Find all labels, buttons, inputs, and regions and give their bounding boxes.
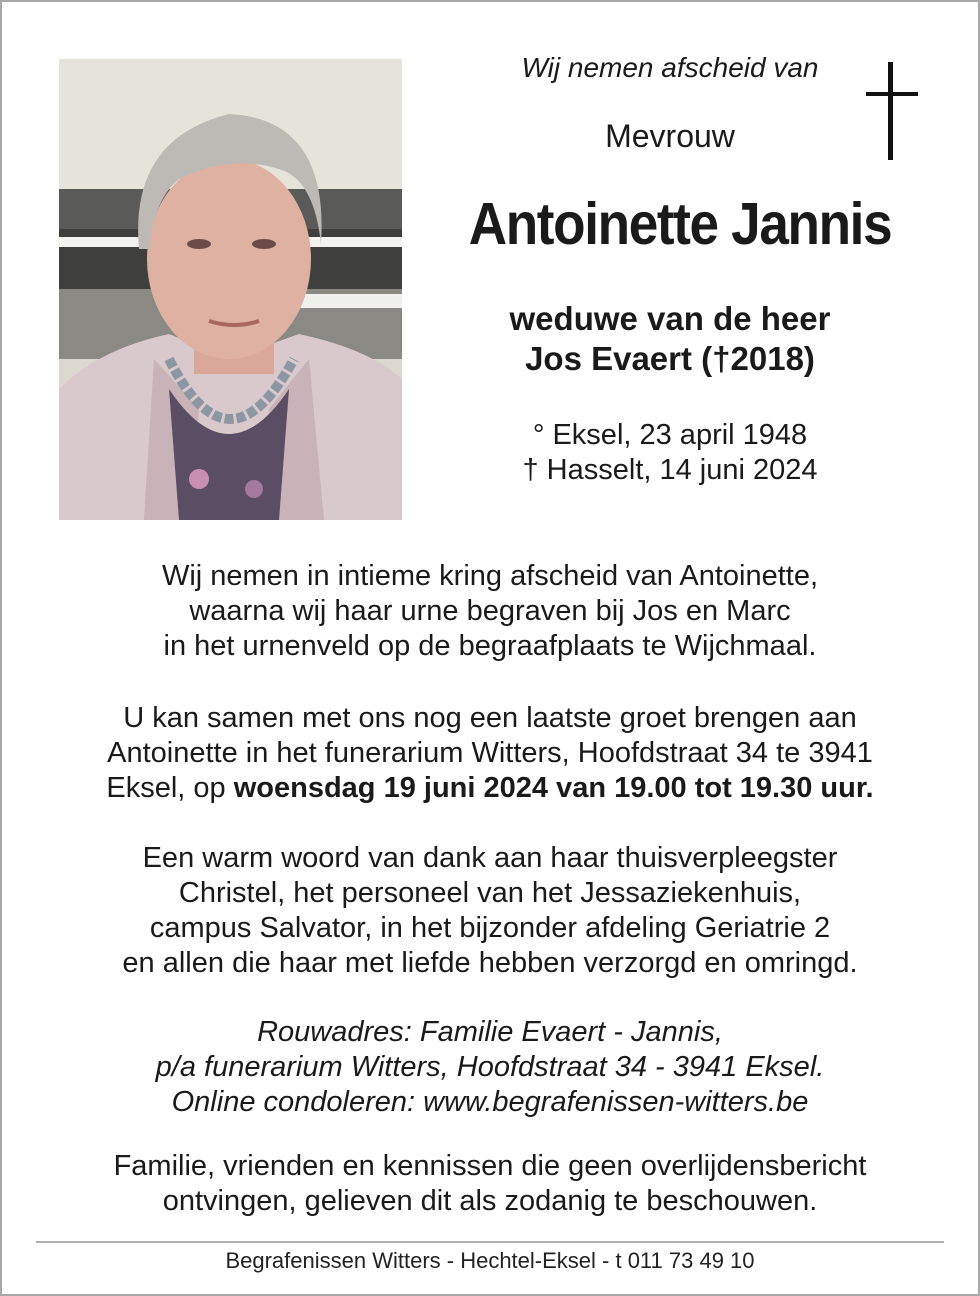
footer-text: Begrafenissen Witters - Hechtel-Eksel - t 011 73 49 10 <box>225 1248 755 1273</box>
death-date: † Hasselt, 14 juni 2024 <box>522 454 818 486</box>
text-line <box>40 771 940 806</box>
condolence-link[interactable]: Online condoleren: www.begrafenissen-witters.be <box>171 1086 809 1118</box>
paragraph-visitation <box>40 701 940 806</box>
text-line: Familie, vrienden en kennissen die geen overlijdensbericht <box>113 1150 867 1182</box>
text-line: ontvingen, gelieven dit als zodanig te beschouwen. <box>162 1185 818 1217</box>
text-line: Een warm woord van dank aan haar thuisverpleegster <box>142 842 838 874</box>
text-line: p/a funerarium Witters, Hoofdstraat 34 - 3941 Eksel. <box>155 1051 825 1083</box>
text-line: in het urnenveld op de begraafplaats te Wijchmaal. <box>163 630 817 662</box>
paragraph-notice <box>40 1149 940 1219</box>
paragraph-thanks <box>40 841 940 981</box>
visitation-prefix: Eksel, op <box>106 772 234 804</box>
text-line: waarna wij haar urne begraven bij Jos en Marc <box>189 595 791 627</box>
text-line: Antoinette in het funerarium Witters, Hoofdstraat 34 te 3941 <box>107 737 873 769</box>
portrait-photo <box>59 59 402 520</box>
spouse-line-1: weduwe van de heer <box>509 300 831 337</box>
text-line: en allen die haar met liefde hebben verzorgd en omringd. <box>122 947 858 979</box>
deceased-name: Antoinette Jannis <box>468 191 892 257</box>
text-line: Christel, het personeel van het Jessaziekenhuis, <box>178 877 802 909</box>
paragraph-address <box>40 1015 940 1120</box>
text-line: Rouwadres: Familie Evaert - Jannis, <box>257 1016 723 1048</box>
dates <box>410 418 930 488</box>
text-line: Wij nemen in intieme kring afscheid van Antoinette, <box>161 560 819 592</box>
visitation-time: woensdag 19 juni 2024 van 19.00 tot 19.30 uur. <box>233 772 874 804</box>
text-line: campus Salvator, in het bijzonder afdeling Geriatrie 2 <box>149 912 831 944</box>
birth-date: ° Eksel, 23 april 1948 <box>532 419 808 451</box>
intro-text: Wij nemen afscheid van <box>521 52 819 83</box>
spouse-info <box>410 299 930 379</box>
title-prefix: Mevrouw <box>605 118 735 154</box>
text-line: U kan samen met ons nog een laatste groet brengen aan <box>123 702 857 734</box>
footer-divider <box>36 1241 944 1243</box>
paragraph-farewell <box>40 559 940 664</box>
spouse-line-2: Jos Evaert (†2018) <box>525 340 815 377</box>
